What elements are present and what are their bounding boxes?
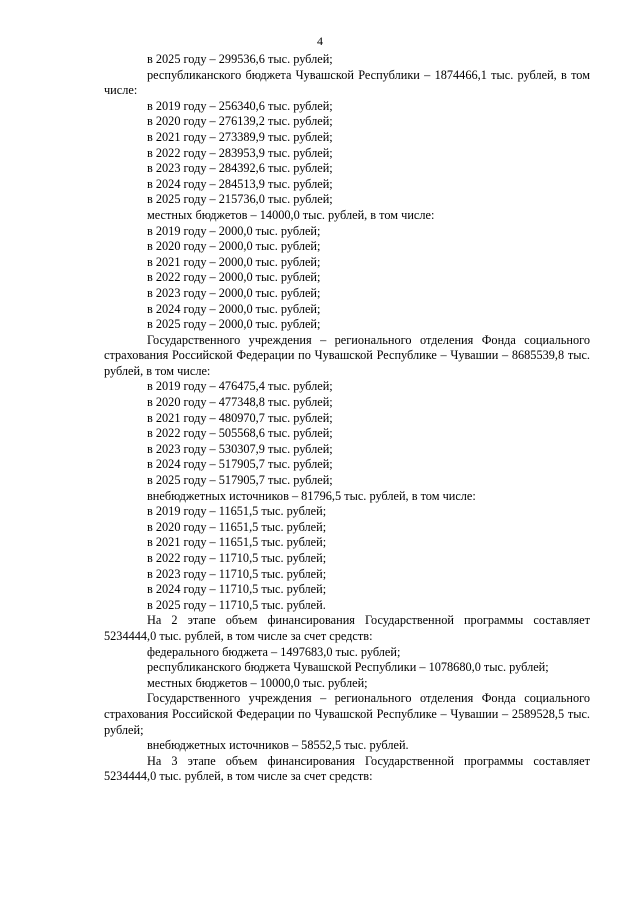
paragraph: На 2 этапе объем финансирования Государственной программы составляет 5234444,0 тыс. рублей, в том числе за счет средств: [104, 613, 590, 643]
paragraph: в 2020 году – 477348,8 тыс. рублей; [147, 395, 333, 410]
paragraph: Государственного учреждения – регионального отделения Фонда социального страхования Российской Федерации по Чувашской Республике – Чувашии – 8685539,8 тыс. рублей, в том числе: [104, 332, 590, 378]
paragraph: республиканского бюджета Чувашской Республики – 1078680,0 тыс. рублей; [147, 660, 549, 675]
paragraph: в 2025 году – 299536,6 тыс. рублей; [147, 52, 333, 66]
paragraph: в 2024 году – 284513,9 тыс. рублей; [147, 176, 333, 191]
paragraph: в 2023 году – 530307,9 тыс. рублей; [147, 441, 333, 456]
paragraph: в 2022 году – 11710,5 тыс. рублей; [147, 551, 327, 565]
paragraph: в 2021 году – 480970,7 тыс. рублей; [147, 410, 333, 425]
paragraph: в 2020 году – 2000,0 тыс. рублей; [147, 239, 321, 254]
paragraph: республиканского бюджета Чувашской Республики – 1874466,1 тыс. рублей, в том числе: [104, 67, 590, 98]
paragraph: На 3 этапе объем финансирования Государственной программы составляет 5234444,0 тыс. рублей, в том числе за счет средств: [104, 753, 590, 784]
paragraph: внебюджетных источников – 58552,5 тыс. рублей. [147, 738, 409, 753]
paragraph: в 2023 году – 11710,5 тыс. рублей; [147, 566, 327, 581]
paragraph: в 2023 году – 284392,6 тыс. рублей; [147, 161, 333, 176]
paragraph: в 2021 году – 2000,0 тыс. рублей; [147, 254, 321, 269]
paragraph: местных бюджетов – 14000,0 тыс. рублей, в том числе: [147, 207, 435, 222]
paragraph: в 2024 году – 2000,0 тыс. рублей; [147, 301, 321, 316]
paragraph: в 2025 году – 2000,0 тыс. рублей; [147, 317, 321, 332]
paragraph: в 2024 году – 517905,7 тыс. рублей; [147, 457, 333, 472]
paragraph: в 2025 году – 11710,5 тыс. рублей. [147, 597, 326, 612]
paragraph: в 2019 году – 11651,5 тыс. рублей; [147, 504, 327, 519]
paragraph: Государственного учреждения – регионального отделения Фонда социального страхования Российской Федерации по Чувашской Республике – Чувашии – 2589528,5 тыс. рублей; [104, 691, 590, 737]
paragraph: федерального бюджета – 1497683,0 тыс. рублей; [147, 644, 401, 659]
paragraph: в 2020 году – 276139,2 тыс. рублей; [147, 114, 333, 129]
paragraph: местных бюджетов – 10000,0 тыс. рублей; [147, 675, 368, 690]
paragraph: в 2020 году – 11651,5 тыс. рублей; [147, 519, 327, 534]
paragraph: в 2025 году – 215736,0 тыс. рублей; [147, 192, 333, 207]
paragraph: в 2021 году – 11651,5 тыс. рублей; [147, 535, 327, 550]
paragraph: в 2023 году – 2000,0 тыс. рублей; [147, 285, 321, 300]
paragraph: внебюджетных источников – 81796,5 тыс. рублей, в том числе: [147, 488, 476, 503]
paragraph: в 2022 году – 283953,9 тыс. рублей; [147, 145, 333, 160]
page-number: 4 [317, 34, 323, 48]
paragraph: в 2019 году – 256340,6 тыс. рублей; [147, 98, 333, 113]
paragraph: в 2022 году – 2000,0 тыс. рублей; [147, 270, 321, 285]
document-body [104, 52, 590, 785]
paragraph: в 2021 году – 273389,9 тыс. рублей; [147, 129, 333, 144]
paragraph: в 2019 году – 2000,0 тыс. рублей; [147, 223, 321, 238]
paragraph: в 2022 году – 505568,6 тыс. рублей; [147, 426, 333, 441]
paragraph: в 2019 году – 476475,4 тыс. рублей; [147, 379, 333, 394]
paragraph: в 2024 году – 11710,5 тыс. рублей; [147, 582, 327, 597]
paragraph: в 2025 году – 517905,7 тыс. рублей; [147, 473, 333, 488]
